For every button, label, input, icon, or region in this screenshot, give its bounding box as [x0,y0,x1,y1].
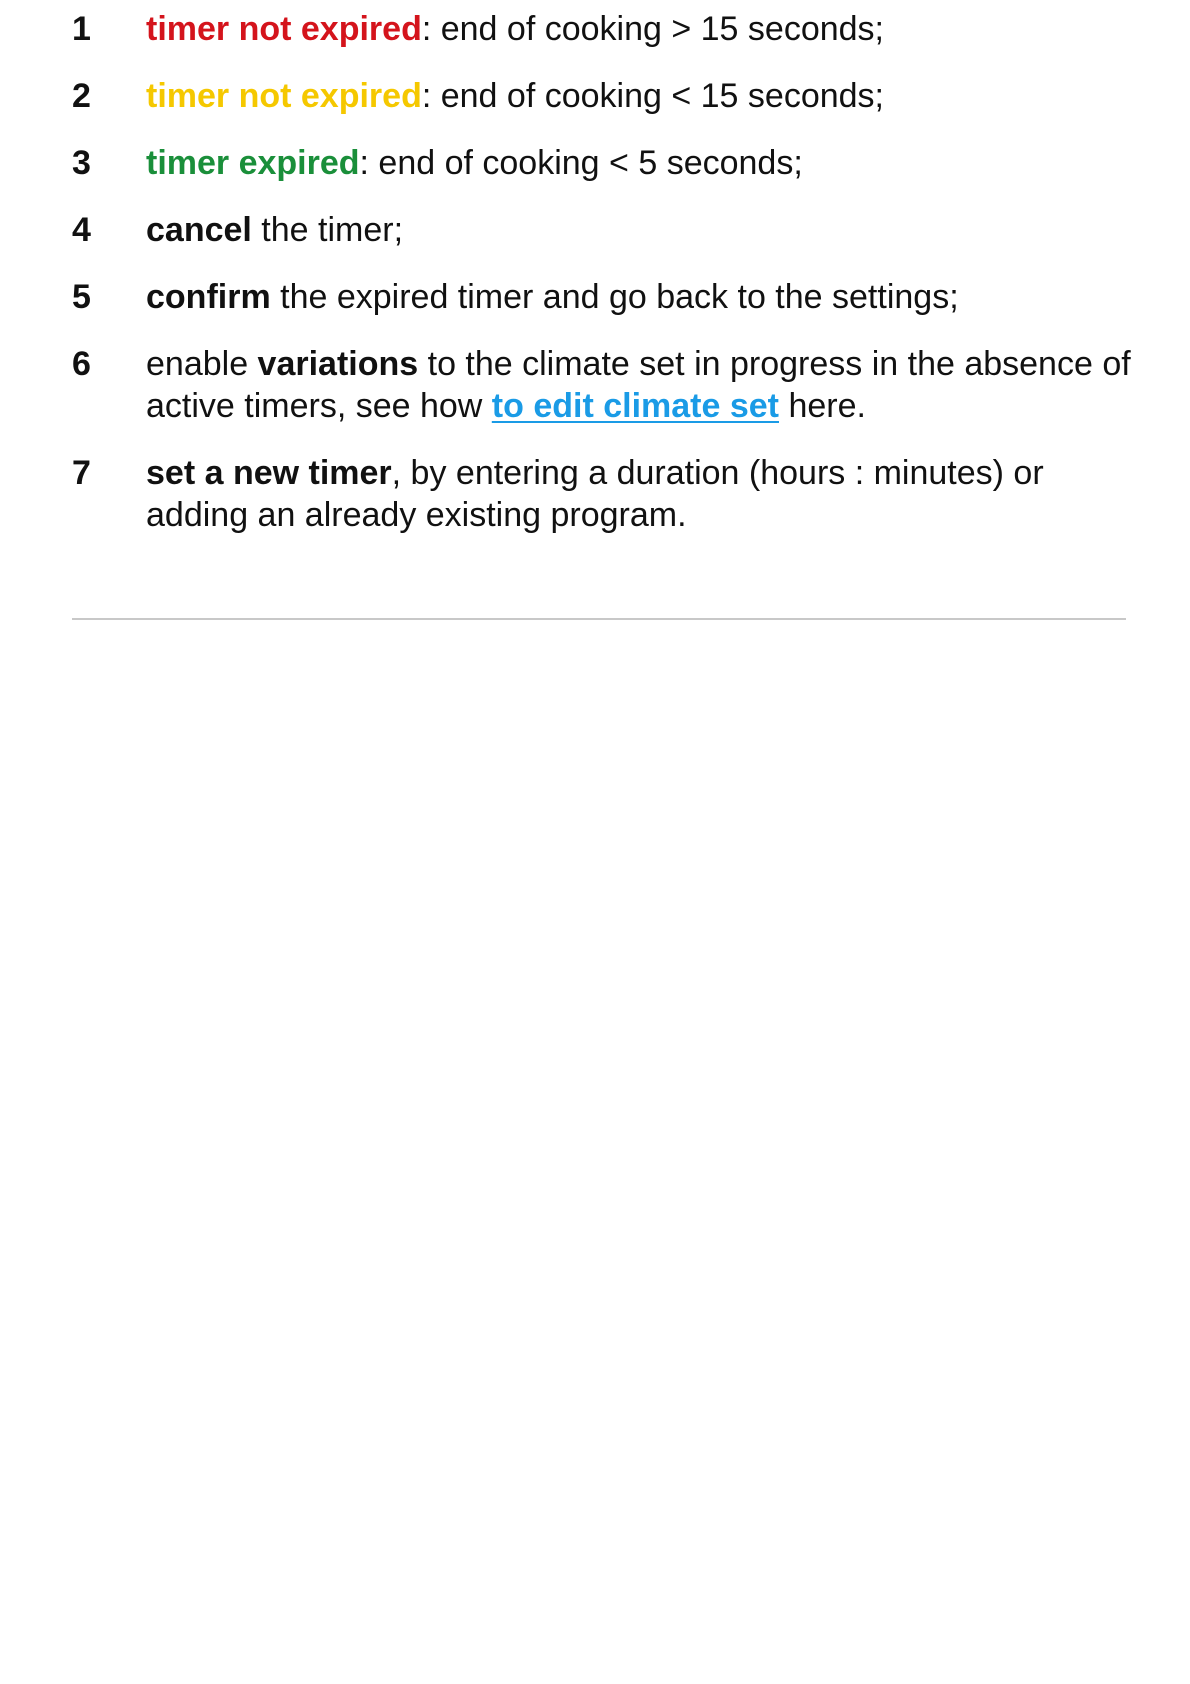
list-item [72,142,1132,184]
item-description: the expired timer and go back to the settings; [270,278,959,316]
item-number: 7 [72,454,91,492]
list-item [72,276,1132,318]
list-item [72,452,1132,536]
section-divider [72,618,1126,620]
list-item [72,343,1132,427]
status-label-yellow: timer not expired [146,77,422,115]
item-description: to the climate set in progress in the absence of active timers, see how [146,345,1131,425]
action-keyword: set a new timer [146,454,392,492]
list-item [72,209,1132,251]
item-text [146,452,1132,536]
item-description: : end of cooking < 15 seconds; [421,77,884,115]
item-number: 4 [72,211,91,249]
item-text [146,8,1132,50]
status-label-green: timer expired [146,144,360,182]
item-text [146,343,1132,427]
action-keyword: cancel [146,211,252,249]
item-number: 2 [72,77,91,115]
item-number: 6 [72,345,91,383]
item-description: , by entering a duration (hours : minutes) or adding an already existing program. [146,454,1044,534]
item-number: 5 [72,278,91,316]
item-description: the timer; [251,211,404,249]
edit-climate-set-link[interactable]: to edit climate set [491,387,779,425]
item-number: 1 [72,10,91,48]
list-item [72,8,1132,50]
item-text [146,276,1132,318]
legend-list [72,8,1132,561]
item-text [146,75,1132,117]
item-description: : end of cooking < 5 seconds; [359,144,803,182]
action-keyword: confirm [146,278,271,316]
action-keyword: variations [257,345,419,383]
item-number: 3 [72,144,91,182]
item-suffix: here. [779,387,866,425]
item-description: : end of cooking > 15 seconds; [421,10,884,48]
item-prefix: enable [146,345,258,383]
item-text [146,142,1132,184]
item-text [146,209,1132,251]
list-item [72,75,1132,117]
status-label-red: timer not expired [146,10,422,48]
